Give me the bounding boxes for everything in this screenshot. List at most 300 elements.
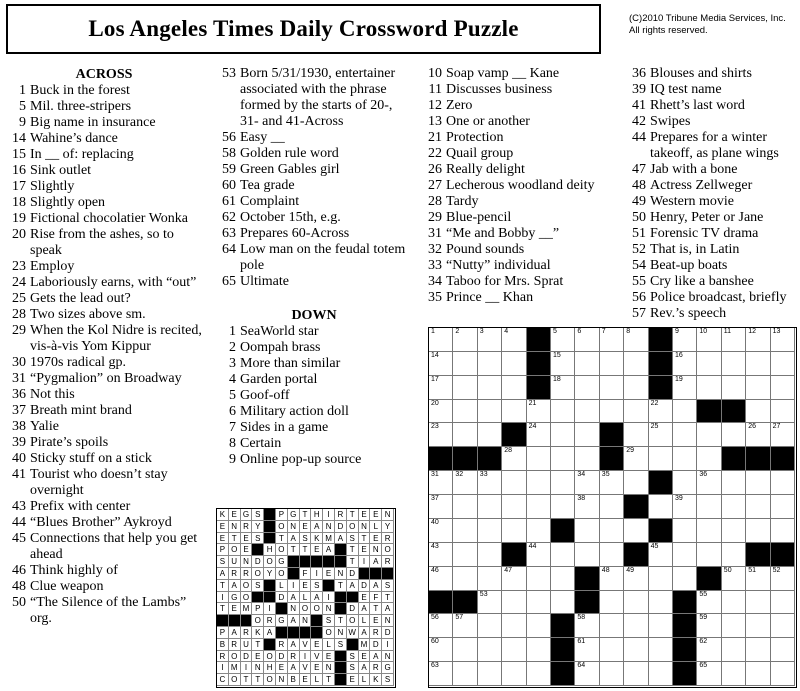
clue-number: 5 — [19, 99, 26, 114]
grid-cell[interactable] — [453, 423, 477, 447]
grid-cell[interactable] — [600, 495, 624, 519]
grid-cell[interactable] — [429, 400, 453, 424]
grid-cell[interactable] — [478, 400, 502, 424]
down-clue-26[interactable] — [420, 162, 630, 178]
down-clue-50[interactable] — [624, 210, 800, 226]
clue-number: 7 — [229, 420, 236, 435]
across-clue-29[interactable] — [4, 323, 204, 355]
grid-cell[interactable] — [771, 376, 795, 400]
grid-cell[interactable] — [649, 662, 673, 686]
grid-cell[interactable] — [551, 495, 575, 519]
down-clue-9[interactable] — [214, 452, 414, 468]
black-square — [429, 591, 453, 615]
grid-cell[interactable] — [722, 591, 746, 615]
grid-cell[interactable] — [551, 400, 575, 424]
down-clue-56[interactable] — [624, 290, 800, 306]
grid-cell[interactable] — [649, 543, 673, 567]
grid-cell[interactable] — [600, 400, 624, 424]
grid-cell[interactable] — [478, 423, 502, 447]
down-clue-54[interactable] — [624, 258, 800, 274]
grid-cell[interactable] — [429, 567, 453, 591]
grid-cell[interactable] — [673, 376, 697, 400]
down-clue-31[interactable] — [420, 226, 630, 242]
across-clue-48[interactable] — [4, 579, 204, 595]
solution-black-square — [264, 521, 276, 533]
grid-cell[interactable] — [551, 328, 575, 352]
across-clue-59[interactable] — [214, 162, 414, 178]
grid-cell[interactable] — [771, 400, 795, 424]
solution-cell: M — [323, 533, 335, 545]
grid-cell[interactable] — [697, 519, 721, 543]
across-clue-16[interactable] — [4, 163, 204, 179]
grid-cell[interactable] — [771, 591, 795, 615]
grid-cell[interactable] — [746, 495, 770, 519]
grid-cell[interactable] — [478, 567, 502, 591]
across-clue-14[interactable] — [4, 131, 204, 147]
solution-cell: D — [276, 592, 288, 604]
clue-number: 42 — [632, 114, 646, 129]
grid-cell[interactable] — [746, 638, 770, 662]
across-clue-38[interactable] — [4, 419, 204, 435]
grid-cell[interactable] — [600, 638, 624, 662]
grid-cell[interactable] — [771, 471, 795, 495]
grid-cell[interactable] — [649, 400, 673, 424]
down-clue-3[interactable] — [214, 356, 414, 372]
across-clue-28[interactable] — [4, 307, 204, 323]
grid-cell[interactable] — [575, 471, 599, 495]
grid-cell[interactable] — [429, 519, 453, 543]
grid-cell[interactable] — [478, 495, 502, 519]
clue-text: “Blues Brother” Aykroyd — [30, 515, 172, 530]
down-clue-41[interactable] — [624, 98, 800, 114]
grid-cell[interactable] — [771, 423, 795, 447]
across-clue-18[interactable] — [4, 195, 204, 211]
grid-cell[interactable] — [527, 543, 551, 567]
grid-cell[interactable] — [771, 567, 795, 591]
grid-cell[interactable] — [673, 352, 697, 376]
across-clue-45[interactable] — [4, 531, 204, 563]
across-clue-19[interactable] — [4, 211, 204, 227]
down-clue-42[interactable] — [624, 114, 800, 130]
grid-cell[interactable] — [478, 352, 502, 376]
clue-text: 1970s radical gp. — [30, 355, 127, 370]
across-clue-23[interactable] — [4, 259, 204, 275]
across-clue-5[interactable] — [4, 99, 204, 115]
down-clue-34[interactable] — [420, 274, 630, 290]
grid-cell[interactable] — [551, 591, 575, 615]
grid-cell[interactable] — [502, 614, 526, 638]
grid-cell[interactable] — [697, 662, 721, 686]
across-clue-53[interactable] — [214, 66, 414, 130]
down-clue-39[interactable] — [624, 82, 800, 98]
grid-cell[interactable] — [527, 447, 551, 471]
grid-cell[interactable] — [722, 376, 746, 400]
grid-cell[interactable] — [551, 352, 575, 376]
grid-cell[interactable] — [722, 567, 746, 591]
grid-cell[interactable] — [429, 376, 453, 400]
grid-cell[interactable] — [478, 591, 502, 615]
grid-cell[interactable] — [697, 638, 721, 662]
across-clue-44[interactable] — [4, 515, 204, 531]
grid-cell[interactable] — [502, 447, 526, 471]
grid-cell[interactable] — [600, 662, 624, 686]
across-clue-20[interactable] — [4, 227, 204, 259]
grid-cell[interactable] — [551, 567, 575, 591]
grid-cell[interactable] — [746, 328, 770, 352]
grid-cell[interactable] — [600, 543, 624, 567]
grid-cell[interactable] — [502, 638, 526, 662]
down-clue-13[interactable] — [420, 114, 630, 130]
grid-cell[interactable] — [600, 471, 624, 495]
across-clue-43[interactable] — [4, 499, 204, 515]
grid-cell[interactable] — [600, 591, 624, 615]
solution-cell: I — [241, 662, 253, 674]
down-clue-51[interactable] — [624, 226, 800, 242]
down-clue-55[interactable] — [624, 274, 800, 290]
grid-cell[interactable] — [600, 376, 624, 400]
across-clue-62[interactable] — [214, 210, 414, 226]
grid-cell[interactable] — [697, 591, 721, 615]
down-clue-52[interactable] — [624, 242, 800, 258]
down-clue-44[interactable] — [624, 130, 800, 162]
solution-cell: I — [311, 568, 323, 580]
grid-cell[interactable] — [551, 423, 575, 447]
solution-cell: O — [252, 615, 264, 627]
grid-cell[interactable] — [771, 519, 795, 543]
grid-cell[interactable] — [502, 495, 526, 519]
grid-cell[interactable] — [429, 352, 453, 376]
clue-column-1 — [4, 67, 204, 627]
grid-cell[interactable] — [551, 447, 575, 471]
grid-cell[interactable] — [453, 400, 477, 424]
grid-cell[interactable] — [575, 447, 599, 471]
grid-cell[interactable] — [697, 423, 721, 447]
across-clue-65[interactable] — [214, 274, 414, 290]
grid-cell[interactable] — [478, 376, 502, 400]
grid-cell[interactable] — [502, 352, 526, 376]
grid-cell[interactable] — [575, 423, 599, 447]
down-clue-8[interactable] — [214, 436, 414, 452]
grid-cell[interactable] — [673, 495, 697, 519]
black-square — [551, 638, 575, 662]
grid-cell[interactable] — [575, 662, 599, 686]
grid-cell[interactable] — [478, 662, 502, 686]
across-clue-30[interactable] — [4, 355, 204, 371]
down-clue-35[interactable] — [420, 290, 630, 306]
down-clue-7[interactable] — [214, 420, 414, 436]
across-clue-39[interactable] — [4, 435, 204, 451]
grid-cell[interactable] — [478, 519, 502, 543]
down-clue-57[interactable] — [624, 306, 800, 322]
grid-cell[interactable] — [575, 638, 599, 662]
grid-cell[interactable] — [575, 328, 599, 352]
grid-cell[interactable] — [697, 376, 721, 400]
grid-cell[interactable] — [771, 638, 795, 662]
grid-cell[interactable] — [746, 423, 770, 447]
grid-cell[interactable] — [478, 614, 502, 638]
across-clue-36[interactable] — [4, 387, 204, 403]
grid-cell[interactable] — [453, 495, 477, 519]
down-clue-1[interactable] — [214, 324, 414, 340]
grid-cell[interactable] — [771, 614, 795, 638]
down-clue-21[interactable] — [420, 130, 630, 146]
grid-cell[interactable] — [746, 376, 770, 400]
grid-cell[interactable] — [527, 614, 551, 638]
grid-cell[interactable] — [502, 567, 526, 591]
previous-solution-grid — [216, 508, 396, 688]
grid-cell[interactable] — [453, 638, 477, 662]
solution-cell: V — [300, 662, 312, 674]
grid-cell[interactable] — [453, 543, 477, 567]
black-square — [771, 447, 795, 471]
grid-cell[interactable] — [771, 495, 795, 519]
across-clue-15[interactable] — [4, 147, 204, 163]
grid-cell[interactable] — [600, 352, 624, 376]
grid-cell[interactable] — [502, 519, 526, 543]
grid-cell[interactable] — [575, 376, 599, 400]
down-clue-12[interactable] — [420, 98, 630, 114]
grid-cell[interactable] — [429, 423, 453, 447]
grid-cell[interactable] — [649, 614, 673, 638]
grid-cell[interactable] — [673, 423, 697, 447]
grid-cell[interactable] — [673, 567, 697, 591]
grid-cell[interactable] — [575, 352, 599, 376]
grid-cell[interactable] — [624, 471, 648, 495]
grid-cell[interactable] — [673, 519, 697, 543]
grid-cell[interactable] — [527, 567, 551, 591]
grid-cell[interactable] — [575, 400, 599, 424]
grid-cell[interactable] — [746, 567, 770, 591]
cell-number: 5 — [553, 328, 557, 335]
grid-cell[interactable] — [453, 614, 477, 638]
grid-cell[interactable] — [649, 495, 673, 519]
clue-number: 37 — [12, 403, 26, 418]
grid-cell[interactable] — [453, 662, 477, 686]
grid-cell[interactable] — [697, 614, 721, 638]
grid-cell[interactable] — [453, 328, 477, 352]
grid-cell[interactable] — [429, 638, 453, 662]
grid-cell[interactable] — [551, 471, 575, 495]
down-clue-28[interactable] — [420, 194, 630, 210]
grid-cell[interactable] — [453, 352, 477, 376]
grid-cell[interactable] — [527, 495, 551, 519]
grid-cell[interactable] — [453, 567, 477, 591]
grid-cell[interactable] — [624, 567, 648, 591]
solution-cell: N — [288, 521, 300, 533]
grid-cell[interactable] — [722, 495, 746, 519]
down-clue-10[interactable] — [420, 66, 630, 82]
across-clue-31[interactable] — [4, 371, 204, 387]
grid-cell[interactable] — [429, 471, 453, 495]
cell-number: 37 — [431, 495, 439, 503]
solution-cell: A — [288, 592, 300, 604]
grid-cell[interactable] — [527, 471, 551, 495]
grid-cell[interactable] — [502, 400, 526, 424]
grid-cell[interactable] — [624, 328, 648, 352]
grid-cell[interactable] — [673, 471, 697, 495]
across-clue-24[interactable] — [4, 275, 204, 291]
down-clue-27[interactable] — [420, 178, 630, 194]
grid-cell[interactable] — [722, 662, 746, 686]
grid-cell[interactable] — [624, 519, 648, 543]
grid-cell[interactable] — [429, 614, 453, 638]
grid-cell[interactable] — [429, 543, 453, 567]
grid-cell[interactable] — [453, 471, 477, 495]
grid-cell[interactable] — [527, 519, 551, 543]
grid-cell[interactable] — [697, 352, 721, 376]
grid-cell[interactable] — [771, 662, 795, 686]
grid-cell[interactable] — [722, 614, 746, 638]
down-clue-47[interactable] — [624, 162, 800, 178]
grid-cell[interactable] — [502, 376, 526, 400]
grid-cell[interactable] — [722, 423, 746, 447]
grid-cell[interactable] — [649, 591, 673, 615]
grid-cell[interactable] — [527, 662, 551, 686]
down-clue-2[interactable] — [214, 340, 414, 356]
grid-cell[interactable] — [527, 591, 551, 615]
grid-cell[interactable] — [746, 400, 770, 424]
across-clue-1[interactable] — [4, 83, 204, 99]
grid-cell[interactable] — [697, 543, 721, 567]
solution-cell: T — [241, 674, 253, 686]
down-clue-48[interactable] — [624, 178, 800, 194]
down-clue-22[interactable] — [420, 146, 630, 162]
grid-cell[interactable] — [429, 662, 453, 686]
grid-cell[interactable] — [429, 328, 453, 352]
grid-cell[interactable] — [771, 352, 795, 376]
grid-cell[interactable] — [722, 328, 746, 352]
grid-cell[interactable] — [575, 495, 599, 519]
clue-number: 35 — [428, 290, 442, 305]
grid-cell[interactable] — [551, 543, 575, 567]
grid-cell[interactable] — [527, 638, 551, 662]
grid-cell[interactable] — [673, 543, 697, 567]
clue-number: 63 — [222, 226, 236, 241]
cell-number: 28 — [504, 447, 512, 455]
grid-cell[interactable] — [746, 519, 770, 543]
grid-cell[interactable] — [746, 352, 770, 376]
grid-cell[interactable] — [429, 495, 453, 519]
across-clue-37[interactable] — [4, 403, 204, 419]
grid-cell[interactable] — [478, 471, 502, 495]
grid-cell[interactable] — [649, 567, 673, 591]
across-clue-9[interactable] — [4, 115, 204, 131]
grid-cell[interactable] — [697, 471, 721, 495]
across-clue-60[interactable] — [214, 178, 414, 194]
clue-text: Certain — [240, 436, 282, 451]
grid-cell[interactable] — [502, 591, 526, 615]
clue-number: 36 — [12, 387, 26, 402]
grid-cell[interactable] — [722, 638, 746, 662]
grid-cell[interactable] — [575, 543, 599, 567]
grid-cell[interactable] — [722, 352, 746, 376]
grid-cell[interactable] — [624, 447, 648, 471]
grid-cell[interactable] — [673, 328, 697, 352]
grid-cell[interactable] — [649, 423, 673, 447]
down-clue-33[interactable] — [420, 258, 630, 274]
grid-cell[interactable] — [502, 471, 526, 495]
down-clue-32[interactable] — [420, 242, 630, 258]
grid-cell[interactable] — [600, 519, 624, 543]
grid-cell[interactable] — [453, 519, 477, 543]
grid-cell[interactable] — [746, 591, 770, 615]
grid-cell[interactable] — [649, 638, 673, 662]
grid-cell[interactable] — [478, 328, 502, 352]
solution-cell: N — [323, 662, 335, 674]
grid-cell[interactable] — [624, 400, 648, 424]
grid-cell[interactable] — [697, 495, 721, 519]
across-clue-46[interactable] — [4, 563, 204, 579]
grid-cell[interactable] — [746, 614, 770, 638]
grid-cell[interactable] — [624, 591, 648, 615]
clue-text: Lecherous woodland deity — [446, 178, 595, 193]
grid-cell[interactable] — [575, 614, 599, 638]
down-clue-29[interactable] — [420, 210, 630, 226]
across-clue-25[interactable] — [4, 291, 204, 307]
grid-cell[interactable] — [697, 447, 721, 471]
solution-cell: E — [359, 509, 371, 521]
down-clue-6[interactable] — [214, 404, 414, 420]
grid-cell[interactable] — [502, 328, 526, 352]
grid-cell[interactable] — [649, 447, 673, 471]
grid-cell[interactable] — [624, 423, 648, 447]
grid-cell[interactable] — [600, 328, 624, 352]
down-clue-4[interactable] — [214, 372, 414, 388]
grid-cell[interactable] — [624, 352, 648, 376]
grid-cell[interactable] — [771, 328, 795, 352]
grid-cell[interactable] — [600, 567, 624, 591]
grid-cell[interactable] — [673, 400, 697, 424]
across-clue-17[interactable] — [4, 179, 204, 195]
grid-cell[interactable] — [624, 376, 648, 400]
clue-number: 48 — [632, 178, 646, 193]
across-clue-40[interactable] — [4, 451, 204, 467]
solution-black-square — [311, 615, 323, 627]
down-clue-5[interactable] — [214, 388, 414, 404]
grid-cell[interactable] — [624, 638, 648, 662]
across-clue-41[interactable] — [4, 467, 204, 499]
grid-cell[interactable] — [453, 376, 477, 400]
down-clue-36[interactable] — [624, 66, 800, 82]
grid-cell[interactable] — [722, 519, 746, 543]
across-clue-61[interactable] — [214, 194, 414, 210]
grid-cell[interactable] — [502, 662, 526, 686]
grid-cell[interactable] — [697, 328, 721, 352]
grid-cell[interactable] — [600, 614, 624, 638]
grid-cell[interactable] — [624, 662, 648, 686]
clue-number: 36 — [632, 66, 646, 81]
down-clue-11[interactable] — [420, 82, 630, 98]
grid-cell[interactable] — [746, 662, 770, 686]
grid-cell[interactable] — [478, 638, 502, 662]
grid-cell[interactable] — [746, 471, 770, 495]
across-clue-56[interactable] — [214, 130, 414, 146]
grid-cell[interactable] — [624, 614, 648, 638]
grid-cell[interactable] — [527, 400, 551, 424]
grid-cell[interactable] — [527, 423, 551, 447]
grid-cell[interactable] — [722, 543, 746, 567]
grid-cell[interactable] — [575, 519, 599, 543]
grid-cell[interactable] — [478, 543, 502, 567]
grid-cell[interactable] — [722, 471, 746, 495]
across-clue-63[interactable] — [214, 226, 414, 242]
grid-cell[interactable] — [551, 376, 575, 400]
grid-cell[interactable] — [673, 447, 697, 471]
across-clue-64[interactable] — [214, 242, 414, 274]
across-clue-58[interactable] — [214, 146, 414, 162]
across-clue-50[interactable] — [4, 595, 204, 627]
down-clue-49[interactable] — [624, 194, 800, 210]
